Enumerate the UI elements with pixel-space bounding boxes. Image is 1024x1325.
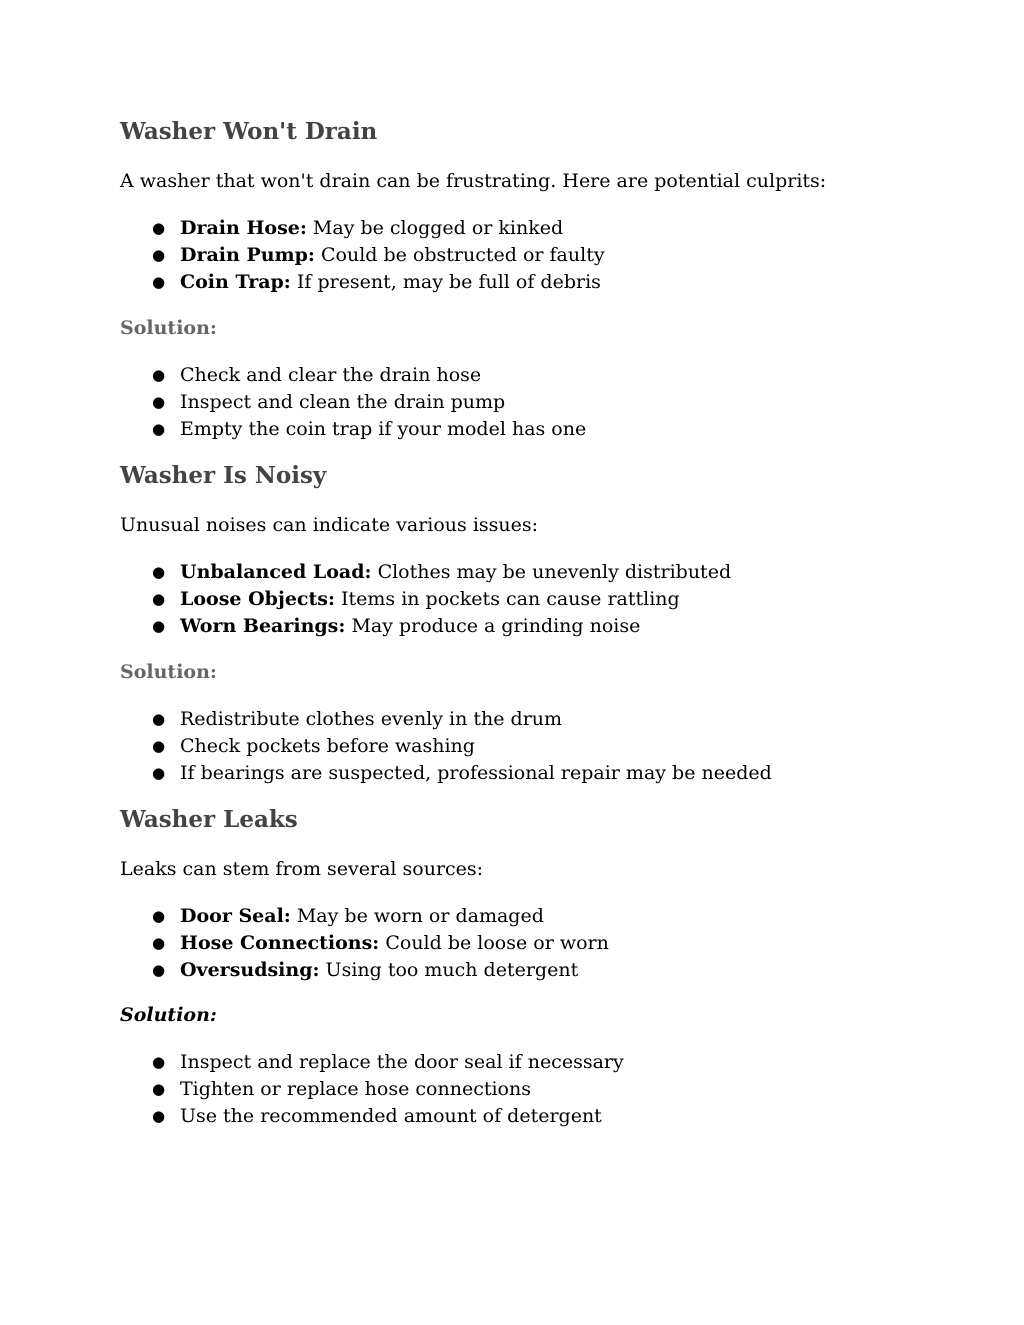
solution-label-noisy: Solution: xyxy=(120,661,217,683)
section-intro-noisy: Unusual noises can indicate various issues: xyxy=(120,514,539,536)
solution-list-leaks xyxy=(120,1049,624,1130)
bullet-icon: ● xyxy=(152,617,166,635)
solution-label-wont-drain: Solution: xyxy=(120,317,217,339)
bullet-icon: ● xyxy=(152,1080,166,1098)
list-item: ● Coin Trap: If present, may be full of debris xyxy=(120,269,605,296)
list-item: ● Inspect and replace the door seal if necessary xyxy=(120,1049,624,1076)
list-item: ● Tighten or replace hose connections xyxy=(120,1076,624,1103)
list-item: ● Unbalanced Load: Clothes may be unevenly distributed xyxy=(120,559,731,586)
bullet-icon: ● xyxy=(152,366,166,384)
bullet-icon: ● xyxy=(152,737,166,755)
section-title-wont-drain: Washer Won't Drain xyxy=(120,118,378,145)
list-item: ● Check pockets before washing xyxy=(120,733,772,760)
cause-list-noisy xyxy=(120,559,731,640)
bullet-icon: ● xyxy=(152,934,166,952)
bullet-icon: ● xyxy=(152,219,166,237)
bullet-icon: ● xyxy=(152,393,166,411)
cause-list-wont-drain xyxy=(120,215,605,296)
solution-label-leaks: Solution: xyxy=(120,1004,217,1026)
list-item: ● Check and clear the drain hose xyxy=(120,362,586,389)
list-item: ● Oversudsing: Using too much detergent xyxy=(120,957,609,984)
solution-list-noisy xyxy=(120,706,772,787)
list-item: ● Worn Bearings: May produce a grinding noise xyxy=(120,613,731,640)
bullet-icon: ● xyxy=(152,961,166,979)
bullet-icon: ● xyxy=(152,246,166,264)
list-item: ● Redistribute clothes evenly in the drum xyxy=(120,706,772,733)
list-item: ● Drain Hose: May be clogged or kinked xyxy=(120,215,605,242)
section-intro-wont-drain: A washer that won't drain can be frustrating. Here are potential culprits: xyxy=(120,170,827,192)
bullet-icon: ● xyxy=(152,907,166,925)
list-item: ● Hose Connections: Could be loose or worn xyxy=(120,930,609,957)
bullet-icon: ● xyxy=(152,764,166,782)
list-item: ● Drain Pump: Could be obstructed or faulty xyxy=(120,242,605,269)
cause-list-leaks xyxy=(120,903,609,984)
list-item: ● Inspect and clean the drain pump xyxy=(120,389,586,416)
list-item: ● Use the recommended amount of detergent xyxy=(120,1103,624,1130)
bullet-icon: ● xyxy=(152,273,166,291)
section-title-noisy: Washer Is Noisy xyxy=(120,462,327,489)
bullet-icon: ● xyxy=(152,1107,166,1125)
section-intro-leaks: Leaks can stem from several sources: xyxy=(120,858,484,880)
list-item: ● Door Seal: May be worn or damaged xyxy=(120,903,609,930)
list-item: ● Empty the coin trap if your model has one xyxy=(120,416,586,443)
bullet-icon: ● xyxy=(152,420,166,438)
solution-list-wont-drain xyxy=(120,362,586,443)
bullet-icon: ● xyxy=(152,710,166,728)
list-item: ● Loose Objects: Items in pockets can cause rattling xyxy=(120,586,731,613)
section-title-leaks: Washer Leaks xyxy=(120,806,298,833)
bullet-icon: ● xyxy=(152,590,166,608)
bullet-icon: ● xyxy=(152,1053,166,1071)
list-item: ● If bearings are suspected, professional repair may be needed xyxy=(120,760,772,787)
bullet-icon: ● xyxy=(152,563,166,581)
